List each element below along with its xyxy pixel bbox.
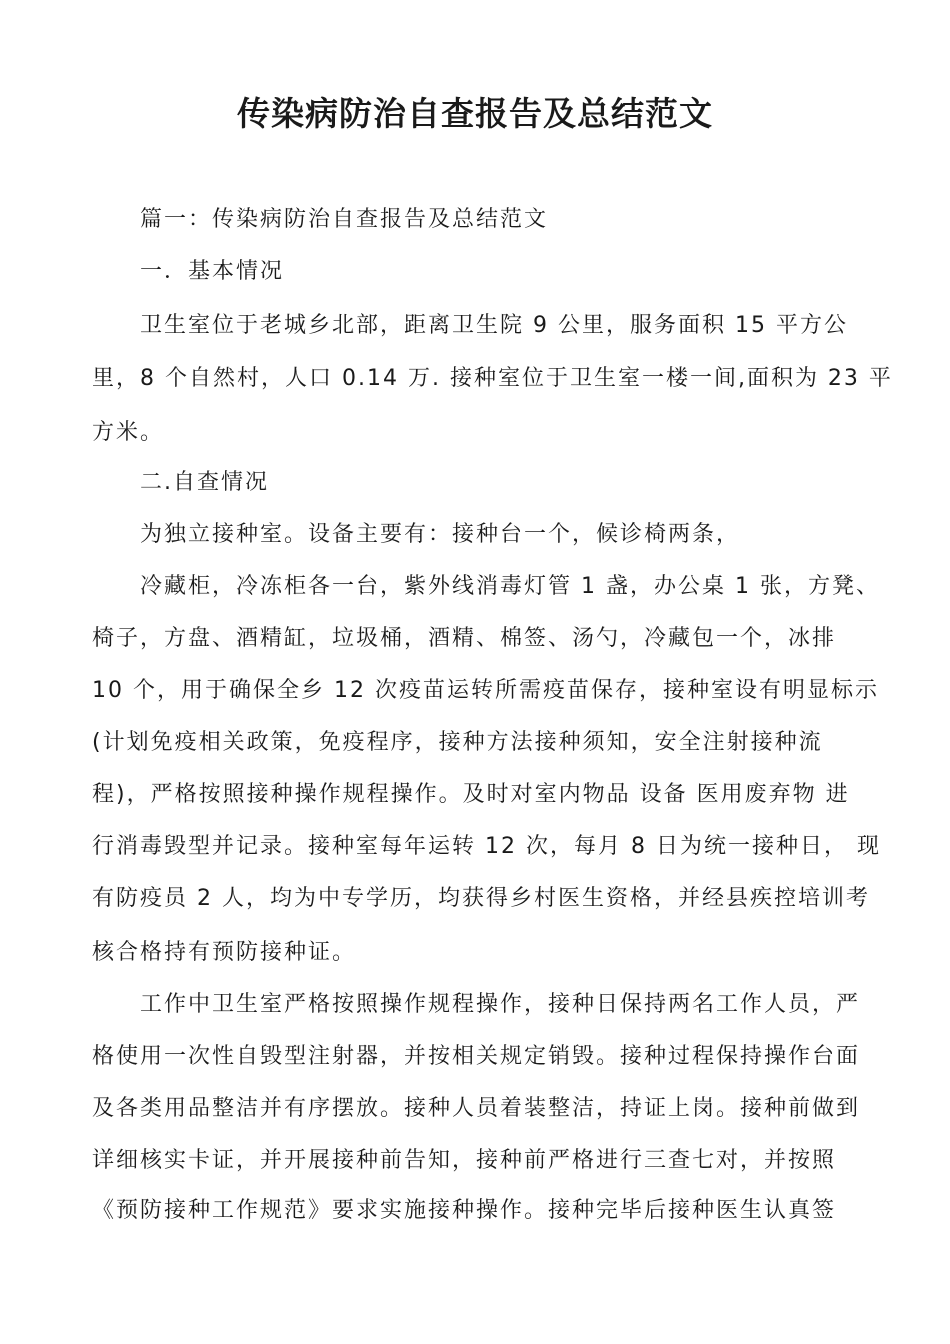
paragraph-line: 为独立接种室。设备主要有：接种台一个，候诊椅两条， <box>140 522 741 547</box>
paragraph-line: 卫生室位于老城乡北部，距离卫生院 9 公里，服务面积 15 平方公 <box>140 313 848 338</box>
subsection-heading: 二.自查情况 <box>140 470 269 495</box>
paragraph-line: 程)，严格按照接种操作规程操作。及时对室内物品 设备 医用废弃物 进 <box>92 782 850 807</box>
document-title: 传染病防治自查报告及总结范文 <box>237 94 713 133</box>
paragraph-line: 详细核实卡证，并开展接种前告知，接种前严格进行三查七对，并按照 <box>92 1148 837 1173</box>
paragraph-line: 椅子，方盘、酒精缸，垃圾桶，酒精、棉签、汤勺，冷藏包一个，冰排 <box>92 626 837 651</box>
subsection-heading: 一．基本情况 <box>140 259 285 284</box>
paragraph-line: 工作中卫生室严格按照操作规程操作，接种日保持两名工作人员，严 <box>140 992 861 1017</box>
paragraph-line: 《预防接种工作规范》要求实施接种操作。接种完毕后接种医生认真签 <box>92 1198 837 1223</box>
paragraph-line: 方米。 <box>92 420 165 445</box>
paragraph-line: 10 个，用于确保全乡 12 次疫苗运转所需疫苗保存，接种室设有明显标示 <box>92 678 879 703</box>
paragraph-line: (计划免疫相关政策，免疫程序，接种方法接种须知，安全注射接种流 <box>92 730 823 755</box>
paragraph-line: 及各类用品整洁并有序摆放。接种人员着装整洁，持证上岗。接种前做到 <box>92 1096 861 1121</box>
paragraph-line: 核合格持有预防接种证。 <box>92 940 357 965</box>
paragraph-line: 冷藏柜，冷冻柜各一台，紫外线消毒灯管 1 盏，办公桌 1 张，方凳、 <box>140 574 880 599</box>
section-heading: 篇一：传染病防治自查报告及总结范文 <box>140 207 549 232</box>
paragraph-line: 行消毒毁型并记录。接种室每年运转 12 次，每月 8 日为统一接种日， 现 <box>92 834 881 859</box>
paragraph-line: 里，8 个自然村，人口 0.14 万. 接种室位于卫生室一楼一间,面积为 23 平 <box>92 366 893 391</box>
paragraph-line: 有防疫员 2 人，均为中专学历，均获得乡村医生资格，并经县疾控培训考 <box>92 886 870 911</box>
paragraph-line: 格使用一次性自毁型注射器，并按相关规定销毁。接种过程保持操作台面 <box>92 1044 861 1069</box>
